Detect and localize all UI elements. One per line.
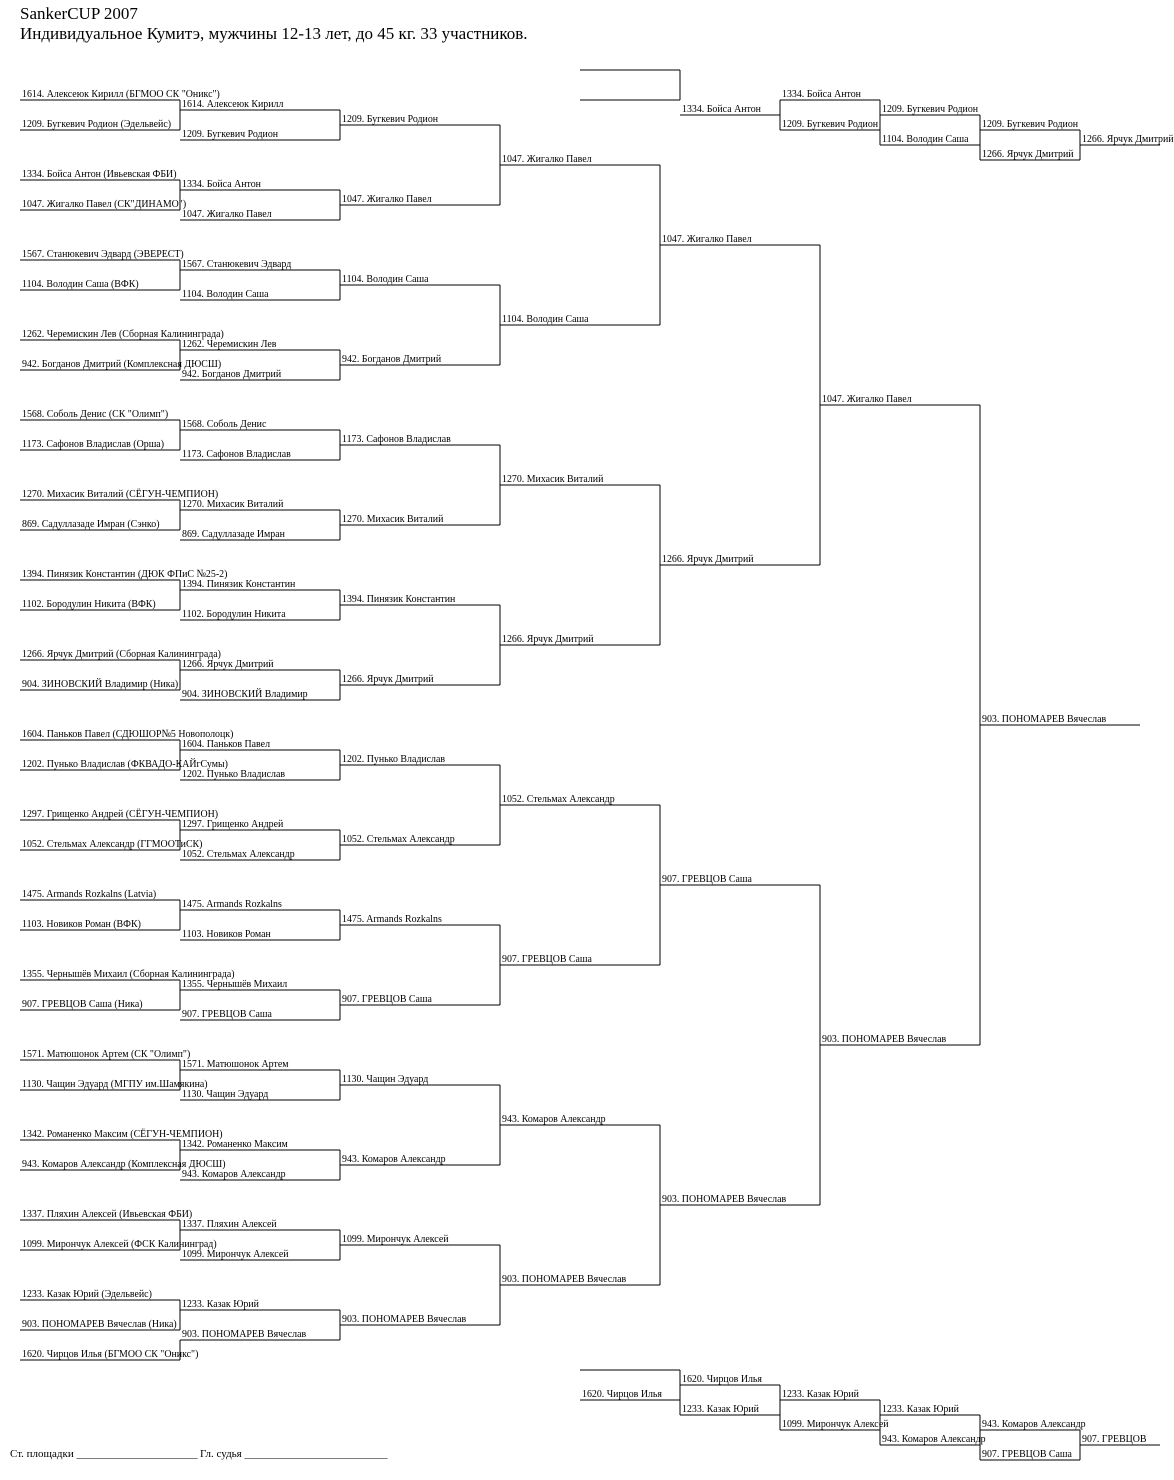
round1-entry: 1209. Бугкевич Родион [182,128,279,140]
participant-entry: 1334. Бойса Антон (Ивьевская ФБИ) [22,168,177,180]
participant-entry: 1266. Ярчук Дмитрий (Сборная Калининграда) [22,648,221,660]
round2-entry: 1052. Стельмах Александр [342,833,455,845]
round2-entry: 903. ПОНОМАРЕВ Вячеслав [342,1313,467,1325]
repechage-entry: 1104. Володин Саша [882,133,969,145]
round1-entry: 1266. Ярчук Дмитрий [182,658,274,670]
round2-entry: 1270. Михасик Виталий [342,513,444,525]
round3-entry: 903. ПОНОМАРЕВ Вячеслав [502,1273,627,1285]
round1-entry: 1604. Паньков Павел [182,738,271,750]
participant-entry: 1475. Armands Rozkalns (Latvia) [22,888,157,900]
participant-entry: 1102. Бородулин Никита (ВФК) [22,598,156,610]
repechage-entry: 1099. Мирончук Алексей [782,1418,889,1430]
repechage-entry: 1620. Чирцов Илья [582,1388,663,1400]
participant-entry: 942. Богданов Дмитрий (Комплексная ДЮСШ) [22,358,222,370]
round1-entry: 1099. Мирончук Алексей [182,1248,289,1260]
round1-entry: 1337. Пляхин Алексей [182,1218,277,1230]
repechage-entry: 1233. Казак Юрий [882,1403,959,1415]
round1-entry: 1233. Казак Юрий [182,1298,259,1310]
participant-entry: 904. ЗИНОВСКИЙ Владимир (Ника) [22,678,179,690]
round3-entry: 1266. Ярчук Дмитрий [502,633,594,645]
participant-entry: 1568. Соболь Денис (СК "Олимп") [22,408,169,420]
participant-entry: 1270. Михасик Виталий (СЁГУН-ЧЕМПИОН) [22,488,219,500]
round1-entry: 942. Богданов Дмитрий [182,368,282,380]
participant-entry: 1052. Стельмах Александр (ГГМООТиСК) [22,838,203,850]
participant-entry: 1567. Станюкевич Эдвард (ЭВЕРЕСТ) [22,248,184,260]
participant-entry: 1394. Пинязик Константин (ДЮК ФПиС №25-2) [22,568,228,580]
round2-entry: 1173. Сафонов Владислав [342,433,451,445]
round1-entry: 1052. Стельмах Александр [182,848,295,860]
participant-entry: 1233. Казак Юрий (Эдельвейс) [22,1288,152,1300]
round1-entry: 1104. Володин Саша [182,288,269,300]
repechage-entry: 907. ГРЕВЦОВ Саша [982,1448,1072,1460]
round1-entry: 907. ГРЕВЦОВ Саша [182,1008,272,1020]
round2-entry: 1266. Ярчук Дмитрий [342,673,434,685]
round1-entry: 1567. Станюкевич Эдвард [182,258,292,270]
repechage-entry: 1209. Бугкевич Родион [982,118,1079,130]
round1-entry: 1355. Чернышёв Михаил [182,978,288,990]
round1-entry: 903. ПОНОМАРЕВ Вячеслав [182,1328,307,1340]
event-title: SankerCUP 2007 [20,4,138,23]
round1-entry: 1568. Соболь Денис [182,418,267,430]
round2-entry: 1047. Жигалко Павел [342,193,432,205]
category-title: Индивидуальное Кумитэ, мужчины 12-13 лет, до 45 кг. 33 участников. [20,24,528,43]
repechage-entry: 907. ГРЕВЦОВ [1082,1433,1147,1445]
round4-entry: 907. ГРЕВЦОВ Саша [662,873,752,885]
round2-entry: 1130. Чащин Эдуард [342,1073,429,1085]
round1-entry: 1047. Жигалко Павел [182,208,272,220]
round4-entry: 903. ПОНОМАРЕВ Вячеслав [662,1193,787,1205]
round2-entry: 1475. Armands Rozkalns [342,913,442,925]
participant-entry: 1620. Чирцов Илья (БГМОО СК "Оникс") [22,1348,199,1360]
round3-entry: 907. ГРЕВЦОВ Саша [502,953,592,965]
round3-entry: 943. Комаров Александр [502,1113,606,1125]
participant-entry: 1099. Мирончук Алексей (ФСК Калининград) [22,1238,217,1250]
round1-entry: 1270. Михасик Виталий [182,498,284,510]
round2-entry: 1202. Пунько Владислав [342,753,446,765]
participant-entry: 1604. Паньков Павел (СДЮШОР№5 Новополоцк) [22,728,234,740]
participant-entry: 1342. Романенко Максим (СЁГУН-ЧЕМПИОН) [22,1128,223,1140]
round1-entry: 904. ЗИНОВСКИЙ Владимир [182,688,308,700]
round1-entry: 1475. Armands Rozkalns [182,898,282,910]
repechage-entry: 1334. Бойса Антон [782,88,861,100]
participant-entry: 1571. Матюшонок Артем (СК "Олимп") [22,1048,191,1060]
participant-entry: 1262. Черемискин Лев (Сборная Калининграда) [22,328,224,340]
round5-entry: 1047. Жигалко Павел [822,393,912,405]
round4-entry: 1047. Жигалко Павел [662,233,752,245]
repechage-entry: 1209. Бугкевич Родион [882,103,979,115]
winner-entry: 903. ПОНОМАРЕВ Вячеслав [982,713,1107,725]
round2-entry: 1394. Пинязик Константин [342,593,456,605]
participant-entry: 1103. Новиков Роман (ВФК) [22,918,141,930]
round3-entry: 1052. Стельмах Александр [502,793,615,805]
participant-entry: 1337. Пляхин Алексей (Ивьевская ФБИ) [22,1208,193,1220]
round3-entry: 1047. Жигалко Павел [502,153,592,165]
participant-entry: 943. Комаров Александр (Комплексная ДЮСШ) [22,1158,226,1170]
round1-entry: 1571. Матюшонок Артем [182,1058,289,1070]
round3-entry: 1270. Михасик Виталий [502,473,604,485]
site-chief-signature: Ст. площадки ______________________ [10,1448,198,1460]
repechage-entry: 1209. Бугкевич Родион [782,118,879,130]
repechage-entry: 943. Комаров Александр [982,1418,1086,1430]
round1-entry: 1103. Новиков Роман [182,928,271,940]
participant-entry: 1209. Бугкевич Родион (Эдельвейс) [22,118,172,130]
round1-entry: 1614. Алексеюк Кирилл [182,98,284,110]
participant-entry: 1202. Пунько Владислав (ФКВАДО-КАЙгСумы) [22,758,228,770]
participant-entry: 1355. Чернышёв Михаил (Сборная Калининграда) [22,968,235,980]
participant-entry: 907. ГРЕВЦОВ Саша (Ника) [22,998,143,1010]
participant-entry: 903. ПОНОМАРЕВ Вячеслав (Ника) [22,1318,177,1330]
repechage-entry: 1620. Чирцов Илья [682,1373,763,1385]
repechage-entry: 943. Комаров Александр [882,1433,986,1445]
round5-entry: 903. ПОНОМАРЕВ Вячеслав [822,1033,947,1045]
chief-judge-signature: Гл. судья __________________________ [200,1448,388,1460]
participant-entry: 1297. Грищенко Андрей (СЁГУН-ЧЕМПИОН) [22,808,219,820]
participant-entry: 1130. Чащин Эдуард (МГПУ им.Шамякина) [22,1078,208,1090]
participant-entry: 1047. Жигалко Павел (СК"ДИНАМО") [22,198,187,210]
round1-entry: 1202. Пунько Владислав [182,768,286,780]
participant-entry: 869. Садуллазаде Имран (Сэнко) [22,518,160,530]
round2-entry: 943. Комаров Александр [342,1153,446,1165]
repechage-entry: 1266. Ярчук Дмитрий [982,148,1074,160]
round1-entry: 1262. Черемискин Лев [182,338,277,350]
round1-entry: 1102. Бородулин Никита [182,608,286,620]
round1-entry: 1173. Сафонов Владислав [182,448,291,460]
round3-entry: 1104. Володин Саша [502,313,589,325]
round1-entry: 1334. Бойса Антон [182,178,261,190]
round1-entry: 1394. Пинязик Константин [182,578,296,590]
repechage-entry: 1233. Казак Юрий [782,1388,859,1400]
repechage-entry: 1334. Бойса Антон [682,103,761,115]
repechage-entry: 1266. Ярчук Дмитрий [1082,133,1174,145]
round2-entry: 1104. Володин Саша [342,273,429,285]
round1-entry: 1342. Романенко Максим [182,1138,288,1150]
repechage-entry: 1233. Казак Юрий [682,1403,759,1415]
round1-entry: 869. Садуллазаде Имран [182,528,285,540]
participant-entry: 1104. Володин Саша (ВФК) [22,278,139,290]
round2-entry: 1209. Бугкевич Родион [342,113,439,125]
round2-entry: 942. Богданов Дмитрий [342,353,442,365]
participant-entry: 1614. Алексеюк Кирилл (БГМОО СК "Оникс") [22,88,220,100]
round2-entry: 907. ГРЕВЦОВ Саша [342,993,432,1005]
round4-entry: 1266. Ярчук Дмитрий [662,553,754,565]
participant-entry: 1173. Сафонов Владислав (Орша) [22,438,165,450]
round2-entry: 1099. Мирончук Алексей [342,1233,449,1245]
round1-entry: 1297. Грищенко Андрей [182,818,284,830]
round1-entry: 943. Комаров Александр [182,1168,286,1180]
round1-entry: 1130. Чащин Эдуард [182,1088,269,1100]
